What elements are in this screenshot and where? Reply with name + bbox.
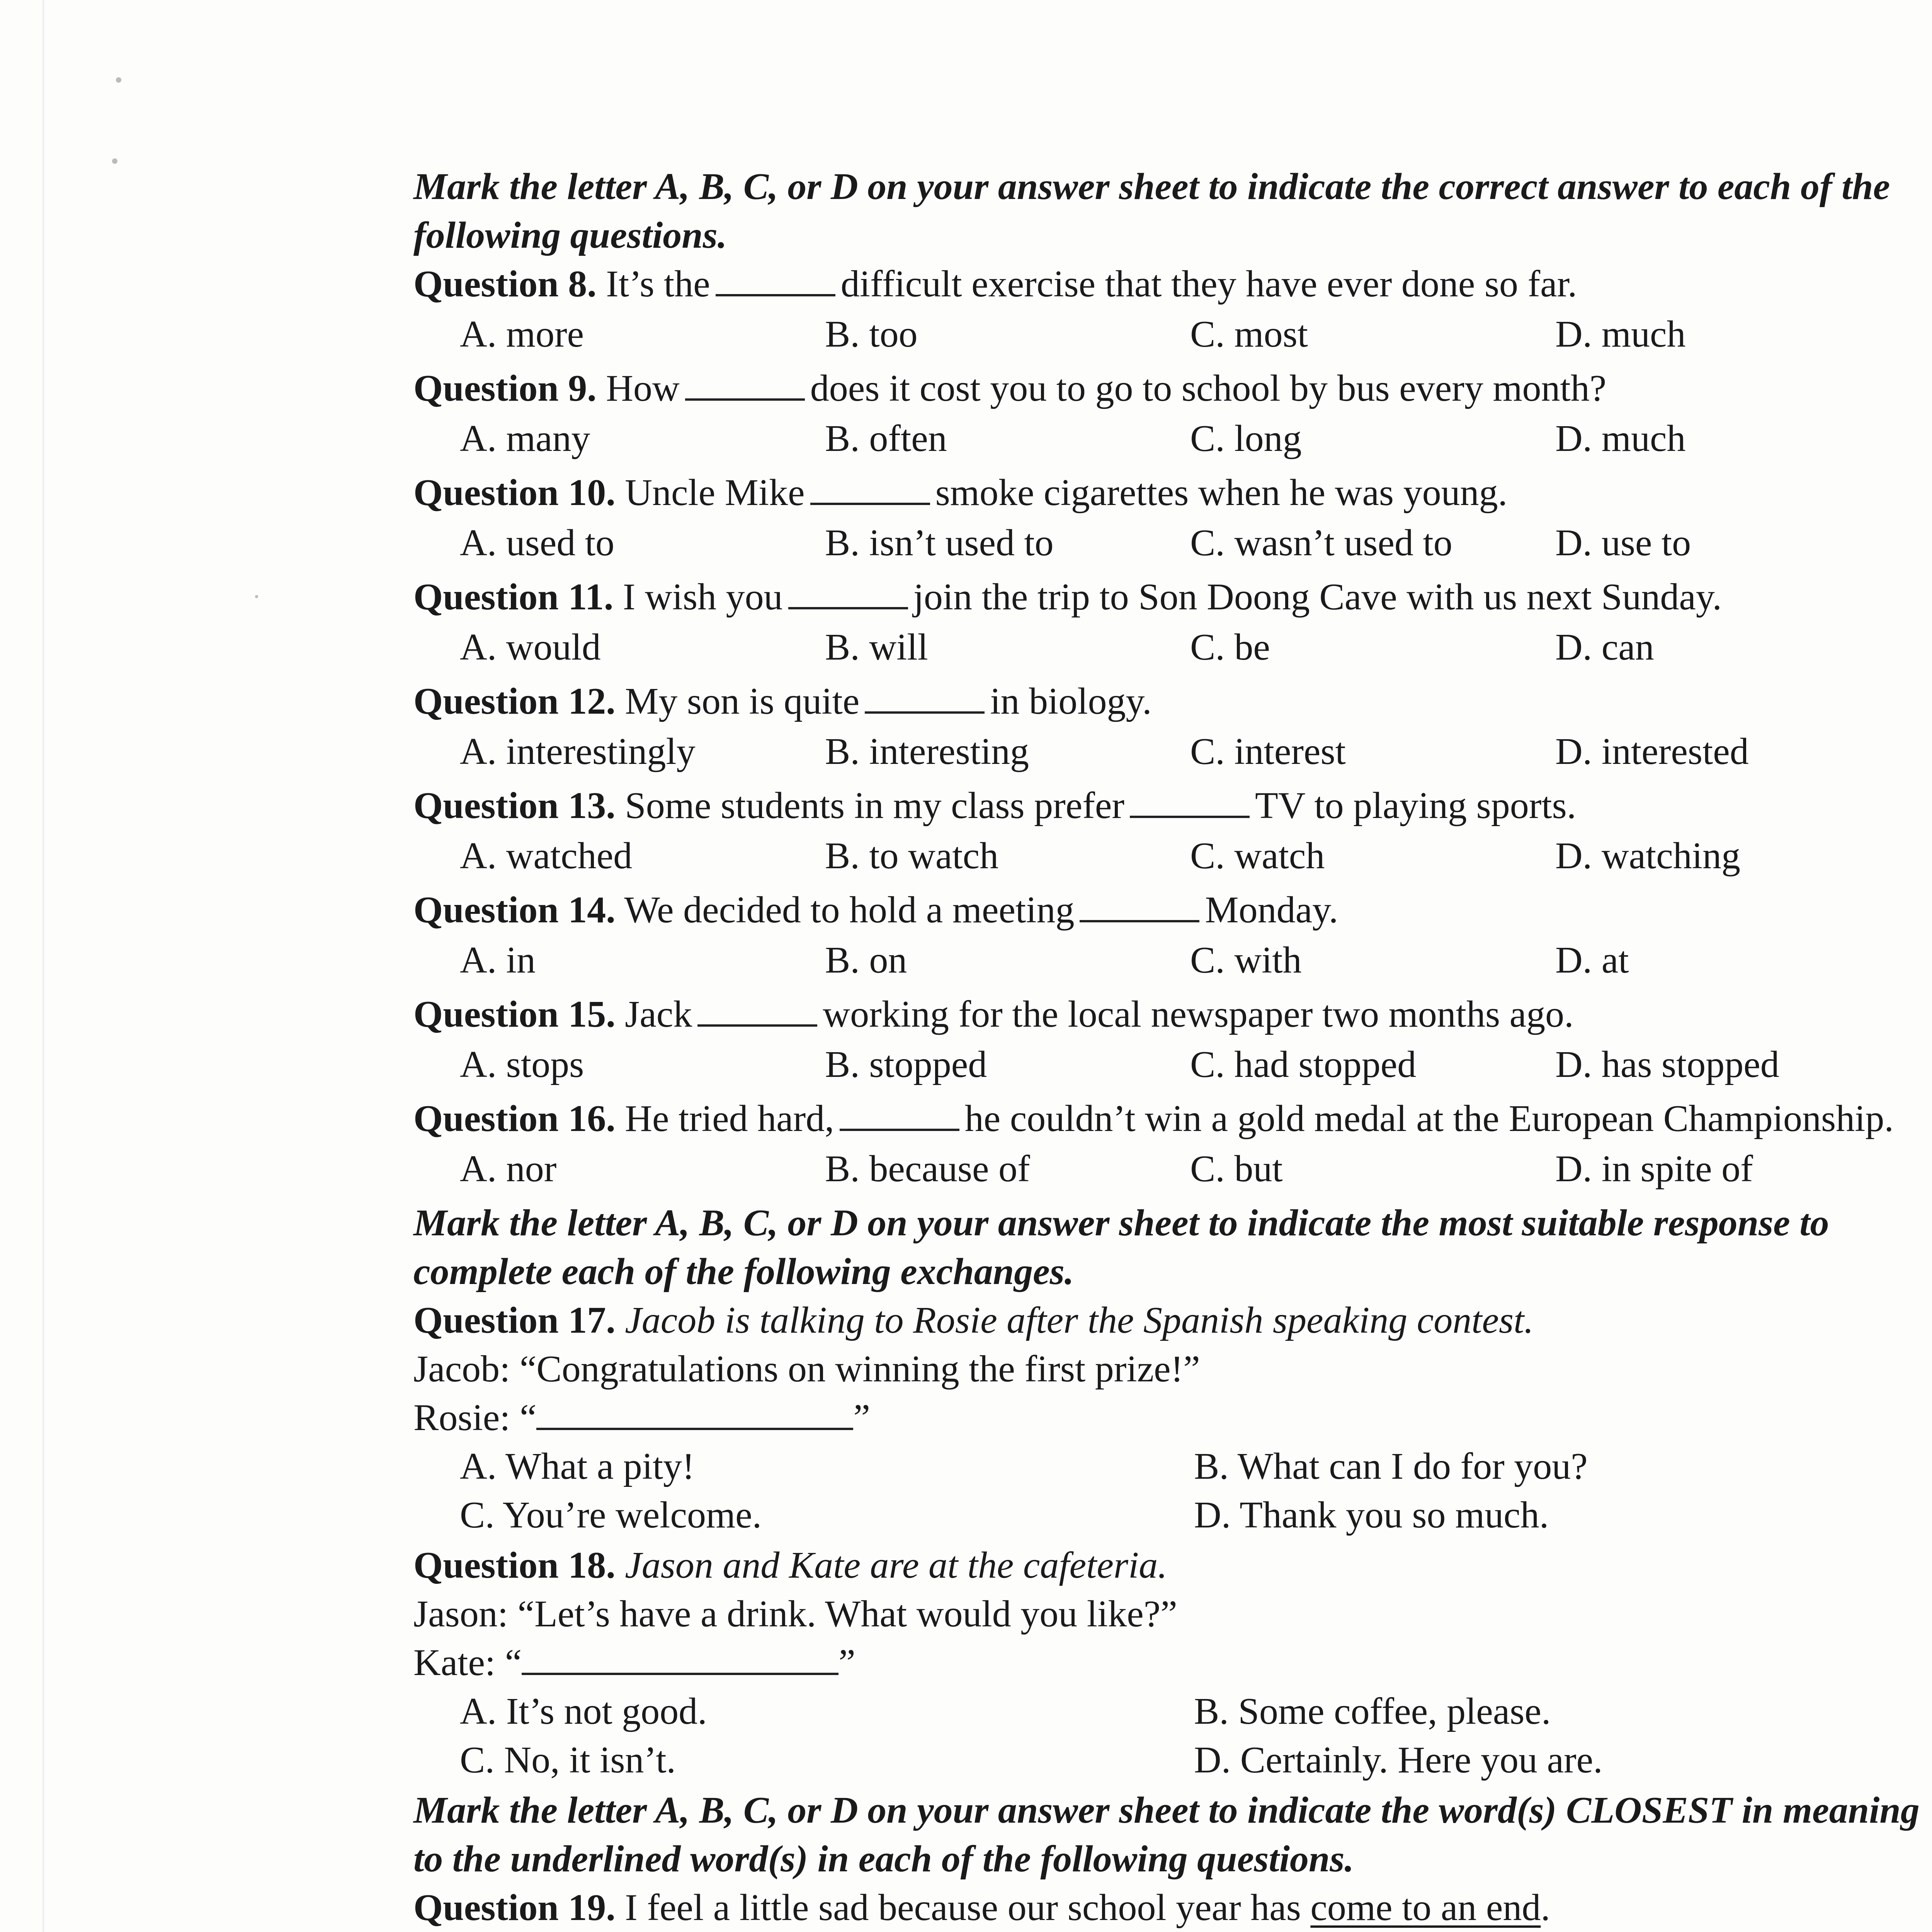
option-b[interactable]: B. Some coffee, please.: [1194, 1690, 1551, 1732]
question-text: He tried hard,: [625, 1098, 834, 1139]
option-c[interactable]: C. You’re welcome.: [460, 1494, 762, 1536]
question-text: join the trip to Son Doong Cave with us next Sunday.: [913, 576, 1722, 618]
options-row: [413, 519, 1920, 567]
question-text: TV to playing sports.: [1255, 785, 1577, 827]
question-text: Some students in my class prefer: [625, 785, 1125, 827]
option-d[interactable]: D. much: [1555, 418, 1686, 459]
instruction-closest: Mark the letter A, B, C, or D on your answer sheet to indicate the word(s) CLOSEST in meaning to the underlined word(s) in each of the following questions.: [413, 1789, 1920, 1880]
question-text: I feel a little sad because our school year has: [625, 1887, 1301, 1929]
option-b[interactable]: B. stopped: [825, 1044, 987, 1085]
option-b[interactable]: B. will: [825, 626, 928, 668]
question-label: Question 12.: [413, 680, 616, 722]
question-text: he couldn’t win a gold medal at the European Championship.: [964, 1098, 1894, 1139]
scan-speck: [255, 595, 258, 598]
option-c[interactable]: C. No, it isn’t.: [460, 1739, 676, 1781]
response-line: [413, 1638, 1920, 1687]
option-d[interactable]: D. has stopped: [1555, 1044, 1779, 1085]
options-row: [413, 414, 1920, 463]
question-label: Question 18.: [413, 1544, 616, 1586]
answer-blank: [685, 365, 805, 401]
exam-content: [413, 162, 1920, 1932]
option-d[interactable]: D. in spite of: [1555, 1148, 1753, 1190]
option-a[interactable]: A. nor: [460, 1148, 557, 1190]
answer-blank: [788, 574, 908, 609]
option-c[interactable]: C. long: [1190, 418, 1302, 459]
question-11: [413, 573, 1920, 621]
question-label: Question 11.: [413, 576, 614, 618]
answer-blank: [810, 469, 930, 505]
question-context: Jacob is talking to Rosie after the Spanish speaking contest.: [625, 1299, 1534, 1341]
question-label: Question 15.: [413, 993, 616, 1035]
option-a[interactable]: A. watched: [460, 835, 633, 877]
option-a[interactable]: A. What a pity!: [460, 1446, 695, 1487]
question-text: We decided to hold a meeting: [624, 889, 1075, 931]
question-text: .: [1541, 1887, 1550, 1929]
close-quote: ”: [838, 1642, 855, 1684]
option-c[interactable]: C. most: [1190, 313, 1308, 355]
question-text: difficult exercise that they have ever done so far.: [840, 263, 1577, 305]
question-17: [413, 1296, 1920, 1345]
option-b[interactable]: B. to watch: [825, 835, 999, 877]
question-label: Question 19.: [413, 1887, 616, 1929]
option-d[interactable]: D. at: [1555, 939, 1629, 981]
option-c[interactable]: C. watch: [1190, 835, 1325, 877]
question-text: Uncle Mike: [625, 472, 805, 514]
option-d[interactable]: D. Thank you so much.: [1194, 1494, 1549, 1536]
question-14: [413, 886, 1920, 934]
question-label: Question 17.: [413, 1299, 616, 1341]
underlined-phrase: come to an end: [1310, 1887, 1541, 1929]
question-10: [413, 468, 1920, 517]
speaker-label: Rosie: “: [413, 1397, 537, 1439]
question-15: [413, 990, 1920, 1039]
option-a[interactable]: A. It’s not good.: [460, 1690, 707, 1732]
answer-blank: [840, 1095, 959, 1131]
answer-blank: [865, 678, 985, 714]
answer-blank: [1080, 887, 1199, 922]
option-b[interactable]: B. on: [825, 939, 907, 981]
question-18: [413, 1541, 1920, 1590]
options-row: [413, 832, 1920, 880]
question-text: It’s the: [606, 263, 710, 305]
option-c[interactable]: C. wasn’t used to: [1190, 522, 1452, 564]
question-text: I wish you: [622, 576, 783, 618]
answer-blank: [1130, 782, 1250, 818]
question-13: [413, 781, 1920, 830]
option-a[interactable]: A. in: [460, 939, 536, 981]
instruction-exchanges: Mark the letter A, B, C, or D on your answer sheet to indicate the most suitable response to complete each of the following exchanges.: [413, 1202, 1829, 1293]
option-a[interactable]: A. stops: [460, 1044, 584, 1085]
option-d[interactable]: D. much: [1555, 313, 1686, 355]
question-context: Jason and Kate are at the cafeteria.: [625, 1544, 1167, 1586]
option-b[interactable]: B. because of: [825, 1148, 1030, 1190]
option-d[interactable]: D. watching: [1555, 835, 1740, 877]
scan-speck: [116, 77, 121, 83]
question-text: working for the local newspaper two months ago.: [823, 993, 1574, 1035]
scan-edge: [43, 0, 44, 1932]
question-text: in biology.: [990, 680, 1152, 722]
answer-blank: [716, 261, 835, 296]
option-d[interactable]: D. Certainly. Here you are.: [1194, 1739, 1603, 1781]
option-c[interactable]: C. had stopped: [1190, 1044, 1417, 1085]
options-row: [413, 1145, 1920, 1193]
question-text: Jack: [625, 993, 692, 1035]
instruction-grammar: Mark the letter A, B, C, or D on your answer sheet to indicate the correct answer to each of the following questions.: [413, 166, 1890, 256]
options-row: [413, 623, 1920, 672]
question-label: Question 8.: [413, 263, 597, 305]
question-12: [413, 677, 1920, 726]
option-c[interactable]: C. interest: [1190, 731, 1346, 772]
dialogue-line: Jason: “Let’s have a drink. What would you like?”: [413, 1593, 1177, 1635]
option-a[interactable]: A. more: [460, 313, 584, 355]
options-row: [413, 936, 1920, 985]
question-19: [413, 1883, 1920, 1932]
option-a[interactable]: A. used to: [460, 522, 615, 564]
option-a[interactable]: A. interestingly: [460, 731, 696, 772]
question-16: [413, 1094, 1920, 1143]
close-quote: ”: [853, 1397, 870, 1439]
dialogue-line: Jacob: “Congratulations on winning the first prize!”: [413, 1348, 1200, 1390]
question-text: smoke cigarettes when he was young.: [935, 472, 1508, 514]
option-d[interactable]: D. interested: [1555, 731, 1749, 772]
answer-blank: [697, 991, 817, 1027]
scan-speck: [112, 158, 117, 164]
question-text: does it cost you to go to school by bus every month?: [810, 367, 1607, 409]
option-d[interactable]: D. can: [1555, 626, 1654, 668]
speaker-label: Kate: “: [413, 1642, 522, 1684]
options-row: [413, 1040, 1920, 1089]
response-line: [413, 1393, 1920, 1442]
options-row: [413, 727, 1920, 776]
question-9: [413, 364, 1920, 413]
answer-blank: [536, 1395, 853, 1430]
option-b[interactable]: B. isn’t used to: [825, 522, 1054, 564]
option-a[interactable]: A. would: [460, 626, 601, 668]
question-label: Question 16.: [413, 1098, 616, 1139]
option-c[interactable]: C. be: [1190, 626, 1270, 668]
question-label: Question 9.: [413, 367, 597, 409]
option-b[interactable]: B. too: [825, 313, 918, 355]
option-d[interactable]: D. use to: [1555, 522, 1691, 564]
option-c[interactable]: C. but: [1190, 1148, 1283, 1190]
question-text: How: [606, 367, 680, 409]
option-a[interactable]: A. many: [460, 418, 590, 459]
question-label: Question 10.: [413, 472, 616, 514]
option-c[interactable]: C. with: [1190, 939, 1302, 981]
question-text: Monday.: [1205, 889, 1338, 931]
options-row: [413, 310, 1920, 359]
question-label: Question 13.: [413, 785, 616, 827]
option-b[interactable]: B. interesting: [825, 731, 1029, 772]
question-8: [413, 260, 1920, 308]
question-label: Question 14.: [413, 889, 616, 931]
options-grid: [413, 1442, 1920, 1539]
option-b[interactable]: B. often: [825, 418, 947, 459]
answer-blank: [522, 1639, 838, 1675]
options-grid: [413, 1687, 1920, 1784]
option-b[interactable]: B. What can I do for you?: [1194, 1446, 1588, 1487]
question-text: My son is quite: [625, 680, 860, 722]
